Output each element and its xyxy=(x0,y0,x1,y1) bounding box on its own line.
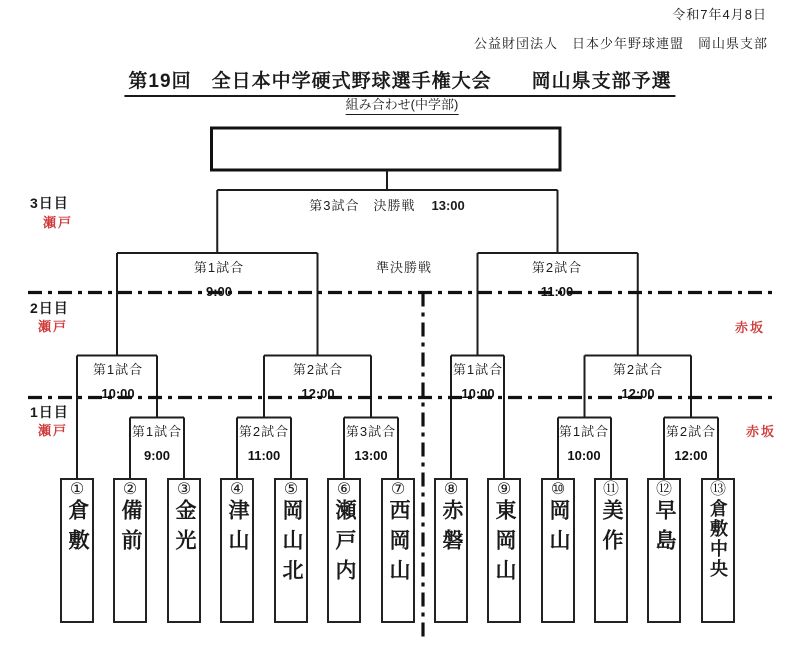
semifinal-1-caption xyxy=(194,257,244,299)
semifinal-2-caption xyxy=(532,257,582,299)
winner-box xyxy=(212,128,561,170)
final-match-time: 13:00 xyxy=(431,198,465,213)
day2-match-3-label: 第1試合 xyxy=(452,362,504,377)
day2-venue-left: 瀬戸 xyxy=(38,319,69,334)
semifinal-1-label: 第1試合 xyxy=(193,260,245,275)
organization-name: 公益財団法人 日本少年野球連盟 岡山県支部 xyxy=(473,36,768,51)
team-seed: ⑥ xyxy=(336,481,352,498)
team-box-9 xyxy=(487,478,521,623)
semifinal-1-time: 9:00 xyxy=(205,284,233,299)
day1-label: 1日目 xyxy=(30,404,69,420)
team-name: 倉敷 xyxy=(66,499,89,559)
final-match-caption xyxy=(309,195,464,214)
day1-venue-right: 赤坂 xyxy=(746,424,777,439)
team-box-10 xyxy=(541,478,575,623)
team-box-5 xyxy=(274,478,308,623)
day3-venue-left: 瀬戸 xyxy=(43,215,74,230)
final-match-label: 第3試合 決勝戦 xyxy=(309,198,416,213)
team-name: 備前 xyxy=(119,499,142,559)
day2-match-2-label: 第2試合 xyxy=(292,362,344,377)
day1-match-4-label: 第1試合 xyxy=(558,424,610,439)
document-date: 令和7年4月8日 xyxy=(672,7,767,22)
day1-match-1-label: 第1試合 xyxy=(131,424,183,439)
day1-match-1-time: 9:00 xyxy=(143,448,171,463)
team-name: 西岡山 xyxy=(387,499,410,589)
team-box-6 xyxy=(327,478,361,623)
day1-match-2-time: 11:00 xyxy=(247,448,281,463)
team-seed: ⑫ xyxy=(655,481,672,498)
day2-match-2-time: 12:00 xyxy=(301,386,335,401)
team-seed: ② xyxy=(122,481,138,498)
day2-match-4-time: 12:00 xyxy=(621,386,655,401)
team-box-11 xyxy=(594,478,628,623)
day1-match-2-caption xyxy=(239,421,289,463)
team-box-13 xyxy=(701,478,735,623)
semifinal-heading: 準決勝戦 xyxy=(375,260,433,275)
team-box-12 xyxy=(647,478,681,623)
team-name: 金光 xyxy=(173,499,196,559)
team-name: 早島 xyxy=(653,499,676,559)
team-name: 倉敷中央 xyxy=(708,499,728,579)
day1-match-4-caption xyxy=(559,421,609,463)
team-name: 赤磐 xyxy=(440,499,463,559)
team-box-2 xyxy=(113,478,147,623)
day1-match-5-time: 12:00 xyxy=(674,448,708,463)
day1-match-2-label: 第2試合 xyxy=(238,424,290,439)
team-box-3 xyxy=(167,478,201,623)
day1-match-5-label: 第2試合 xyxy=(665,424,717,439)
day1-venue-left: 瀬戸 xyxy=(38,423,69,438)
team-seed: ④ xyxy=(229,481,245,498)
day1-match-3-label: 第3試合 xyxy=(345,424,397,439)
team-seed: ⑧ xyxy=(443,481,459,498)
team-seed: ① xyxy=(69,481,85,498)
day3-label: 3日目 xyxy=(30,195,69,211)
semifinal-2-time: 11:00 xyxy=(540,284,574,299)
day2-venue-right: 赤坂 xyxy=(735,320,766,335)
tournament-title: 第19回 全日本中学硬式野球選手権大会 岡山県支部予選 xyxy=(124,66,675,97)
day2-match-1-caption xyxy=(93,359,143,401)
team-box-4 xyxy=(220,478,254,623)
day1-match-3-time: 13:00 xyxy=(354,448,388,463)
team-name: 津山 xyxy=(226,499,249,559)
team-seed: ⑤ xyxy=(283,481,299,498)
team-name: 岡山 xyxy=(547,499,570,559)
day2-match-3-caption xyxy=(453,359,503,401)
day2-label: 2日目 xyxy=(30,300,69,316)
day1-match-3-caption xyxy=(346,421,396,463)
day2-match-1-label: 第1試合 xyxy=(92,362,144,377)
team-name: 岡山北 xyxy=(280,499,303,589)
team-seed: ③ xyxy=(176,481,192,498)
day1-match-1-caption xyxy=(132,421,182,463)
team-seed: ⑪ xyxy=(602,481,619,498)
team-seed: ⑩ xyxy=(550,481,566,498)
day1-match-4-time: 10:00 xyxy=(567,448,601,463)
day2-match-4-caption xyxy=(613,359,663,401)
team-seed: ⑨ xyxy=(496,481,512,498)
team-box-8 xyxy=(434,478,468,623)
day2-match-2-caption xyxy=(293,359,343,401)
team-name: 東岡山 xyxy=(493,499,516,589)
team-seed: ⑬ xyxy=(709,481,726,498)
team-box-7 xyxy=(381,478,415,623)
team-name: 瀬戸内 xyxy=(333,499,356,589)
team-box-1 xyxy=(60,478,94,623)
bracket-subtitle: 組み合わせ(中学部) xyxy=(346,94,459,115)
semifinal-2-label: 第2試合 xyxy=(531,260,583,275)
team-name: 美作 xyxy=(600,499,623,559)
day1-match-5-caption xyxy=(666,421,716,463)
team-seed: ⑦ xyxy=(390,481,406,498)
day2-match-1-time: 10:00 xyxy=(101,386,135,401)
day2-match-4-label: 第2試合 xyxy=(612,362,664,377)
day2-match-3-time: 10:00 xyxy=(461,386,495,401)
